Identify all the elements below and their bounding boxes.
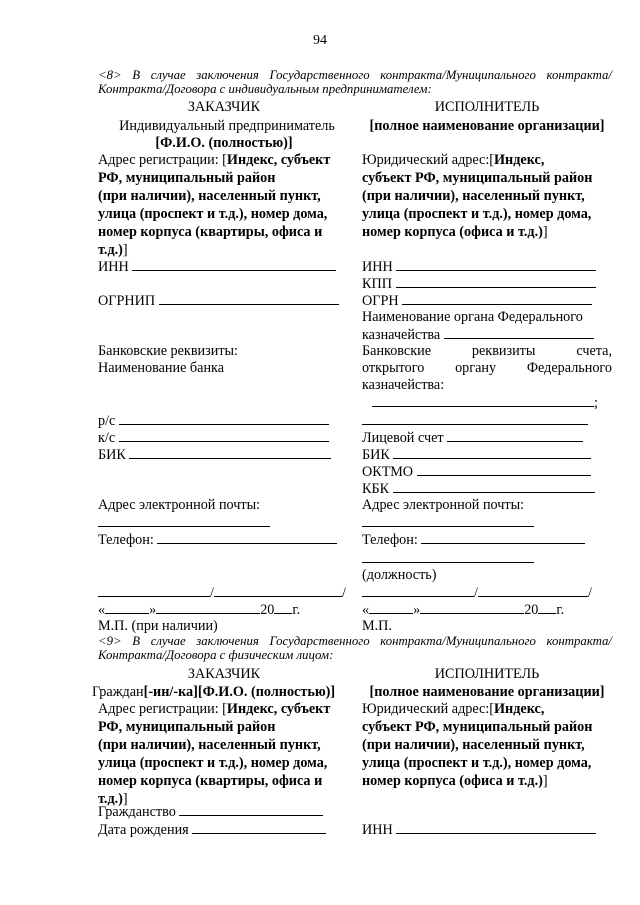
address-line: номер корпуса (офиса и т.д.): [362, 224, 543, 240]
bank-name-label: Наименование банка: [98, 360, 225, 376]
address-line: РФ, муниципальный район: [98, 719, 276, 735]
quote-close: »: [413, 602, 421, 618]
position-line: [362, 549, 534, 563]
bik-label: БИК: [98, 447, 126, 463]
stamp-label: М.П.: [362, 618, 392, 634]
year-prefix: 20: [260, 602, 275, 618]
rs-label: р/с: [98, 413, 116, 429]
bank-account-line3: казначейства:: [362, 377, 445, 393]
phone-line: [157, 530, 337, 544]
address-close: ]: [122, 242, 128, 258]
citizen-prefix: Граждан: [92, 684, 144, 700]
legal-address-2: [362, 700, 614, 790]
rs-line: [119, 411, 329, 425]
month-blank: [420, 600, 524, 614]
citizenship-line: [179, 802, 323, 816]
day-blank: [105, 600, 149, 614]
org-name-text: [полное наименование организации]: [369, 684, 605, 700]
ks-line: [119, 428, 329, 442]
executor-header-2: ИСПОЛНИТЕЛЬ: [434, 666, 540, 682]
address-line: номер корпуса (офиса и т.д.): [362, 773, 543, 789]
address-line: субъект РФ, муниципальный район: [362, 170, 593, 186]
name-blank: [214, 583, 342, 597]
inn-label: ИНН: [362, 822, 393, 838]
address-line: улица (проспект и т.д.), номер дома,: [362, 755, 592, 771]
address-line: Индекс, субъект: [226, 152, 331, 168]
kpp-line: [396, 274, 596, 288]
ip-label: Индивидуальный предприниматель: [119, 118, 335, 134]
address-label: Юридический адрес:[: [362, 701, 495, 717]
signature-line: / /: [362, 583, 592, 602]
kbk-line: [393, 479, 595, 493]
kpp-label: КПП: [362, 276, 392, 292]
personal-account-line: [447, 428, 583, 442]
ogrnip-line: [159, 291, 339, 305]
phone-field: [98, 530, 337, 549]
bik-line: [129, 445, 331, 459]
bank-account-line: [372, 393, 594, 407]
inn-label: ИНН: [98, 259, 129, 275]
inn-line: [396, 820, 596, 834]
bik-line: [393, 445, 591, 459]
address-close: ]: [542, 773, 548, 789]
year-blank: [274, 600, 292, 614]
org-name-text: [полное наименование организации]: [369, 118, 605, 134]
footnote-9-line2: Контракта/Договора с физическим лицом:: [98, 648, 334, 662]
ogrnip-label: ОГРНИП: [98, 293, 156, 309]
footnote-8-line2: Контракта/Договора с индивидуальным предпринимателем:: [98, 82, 432, 96]
citizenship-field: [98, 802, 323, 821]
email-label: Адрес электронной почты:: [362, 497, 525, 513]
org-name-placeholder-2: [362, 683, 612, 701]
year-prefix: 20: [524, 602, 539, 618]
customer-header: ЗАКАЗЧИК: [187, 99, 261, 115]
address-label: Юридический адрес:[: [362, 152, 495, 168]
customer-header-2: ЗАКАЗЧИК: [187, 666, 261, 682]
bik-field: [98, 445, 331, 464]
year-suffix: г.: [556, 602, 565, 618]
bik-label: БИК: [362, 447, 390, 463]
address-line: (при наличии), населенный пункт,: [362, 188, 585, 204]
personal-account-label: Лицевой счет: [362, 430, 444, 446]
citizen-fio-placeholder: [-ин/-ка][Ф.И.О. (полностью)]: [143, 684, 336, 700]
address-close: ]: [542, 224, 548, 240]
date-line: [362, 600, 564, 619]
inn-field-2: [362, 820, 596, 839]
kbk-label: КБК: [362, 481, 390, 497]
oktmo-line: [417, 462, 591, 476]
inn-label: ИНН: [362, 259, 393, 275]
blank-underline: [362, 411, 588, 425]
address-line: Индекс, субъект: [226, 701, 331, 717]
phone-label: Телефон:: [98, 532, 154, 548]
phone-line: [421, 530, 585, 544]
address-line: т.д.): [98, 242, 123, 258]
page-number: 94: [313, 33, 327, 48]
oktmo-label: ОКТМО: [362, 464, 414, 480]
email-line: [98, 513, 270, 527]
footnote-9: [98, 634, 612, 662]
year-suffix: г.: [292, 602, 301, 618]
address-label: Адрес регистрации: [: [98, 152, 227, 168]
ip-fio-placeholder: [98, 134, 350, 152]
bank-account-line2: открытого органу Федерального: [362, 360, 612, 376]
day-blank: [369, 600, 413, 614]
address-line: Индекс,: [494, 701, 545, 717]
footnote-9-line1: <9> В случае заключения Государственного контракта/Муниципального контракта/: [98, 634, 612, 648]
birth-date-line: [192, 820, 326, 834]
year-blank: [538, 600, 556, 614]
address-line: номер корпуса (квартиры, офиса и: [98, 224, 323, 240]
address-line: (при наличии), населенный пункт,: [362, 737, 585, 753]
treasury-label: Наименование органа Федерального: [362, 309, 583, 325]
address-line: РФ, муниципальный район: [98, 170, 276, 186]
inn-line: [396, 257, 596, 271]
ogrnip-field: [98, 291, 339, 310]
month-blank: [156, 600, 260, 614]
address-line: улица (проспект и т.д.), номер дома,: [362, 206, 592, 222]
address-line: улица (проспект и т.д.), номер дома,: [98, 755, 328, 771]
registration-address-2: [98, 700, 360, 808]
inn-line: [132, 257, 336, 271]
quote-close: »: [149, 602, 157, 618]
footnote-8: [98, 68, 612, 96]
org-name-placeholder: [362, 117, 612, 135]
executor-header: ИСПОЛНИТЕЛЬ: [434, 99, 540, 115]
position-label: (должность): [362, 567, 437, 583]
address-line: Индекс,: [494, 152, 545, 168]
bank-requisites-label: Банковские реквизиты:: [98, 343, 238, 359]
bank-account-blank: [372, 393, 598, 412]
quote-open: «: [98, 602, 106, 618]
quote-open: «: [362, 602, 370, 618]
treasury-label-2: казначейства: [362, 327, 441, 343]
address-label: Адрес регистрации: [: [98, 701, 227, 717]
legal-address: [362, 151, 614, 241]
address-line: номер корпуса (квартиры, офиса и: [98, 773, 323, 789]
registration-address: [98, 151, 360, 259]
address-line: т.д.): [98, 791, 123, 807]
footnote-8-line1: <8> В случае заключения Государственного контракта/Муниципального контракта/: [98, 68, 612, 82]
treasury-line: [444, 325, 594, 339]
signature-line: / /: [98, 583, 346, 602]
bank-account-line1: Банковские реквизиты счета,: [362, 343, 612, 359]
inn-field: [98, 257, 336, 276]
citizenship-label: Гражданство: [98, 804, 176, 820]
signature-blank: [98, 583, 210, 597]
name-blank: [478, 583, 588, 597]
email-line: [362, 513, 534, 527]
birth-date-field: [98, 820, 326, 839]
phone-label: Телефон:: [362, 532, 418, 548]
birth-date-label: Дата рождения: [98, 822, 189, 838]
semicolon: ;: [594, 395, 598, 411]
address-line: субъект РФ, муниципальный район: [362, 719, 593, 735]
address-line: (при наличии), населенный пункт,: [98, 737, 321, 753]
ogrn-label: ОГРН: [362, 293, 399, 309]
address-line: (при наличии), населенный пункт,: [98, 188, 321, 204]
citizen-fio: [92, 683, 335, 701]
email-label: Адрес электронной почты:: [98, 497, 261, 513]
stamp-label: М.П. (при наличии): [98, 618, 218, 634]
ks-label: к/с: [98, 430, 116, 446]
ogrn-line: [402, 291, 592, 305]
phone-field: [362, 530, 585, 549]
fio-text: [Ф.И.О. (полностью)]: [155, 135, 293, 151]
address-close: ]: [122, 791, 128, 807]
address-line: улица (проспект и т.д.), номер дома,: [98, 206, 328, 222]
signature-blank: [362, 583, 474, 597]
